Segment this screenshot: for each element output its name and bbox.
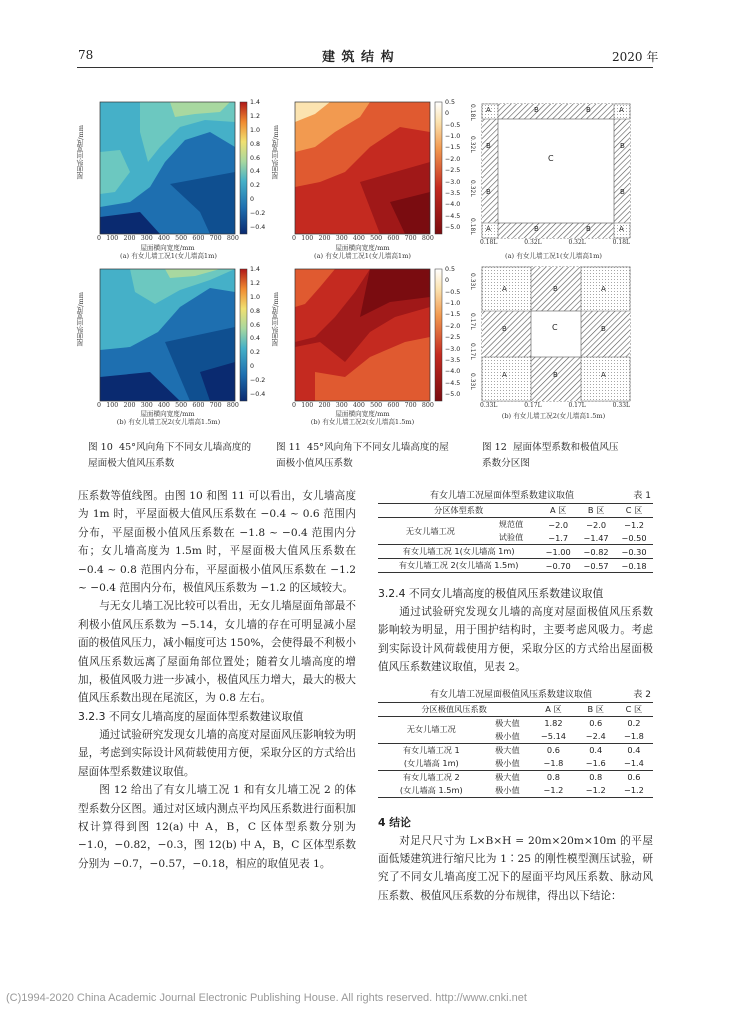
fig12a-zone-b7: B bbox=[534, 225, 539, 233]
table2-row-label: (女儿墙高 1m) bbox=[403, 757, 459, 768]
table2-cell: −1.2 bbox=[623, 785, 644, 796]
cb-label: 0.8 bbox=[250, 140, 261, 148]
fig12a-zone-c: C bbox=[548, 154, 554, 163]
fig10-caption-text: 45°风向角下不同女儿墙高度的屋面极大值风压系数 bbox=[88, 442, 252, 469]
right-text-2 bbox=[378, 814, 653, 906]
tick: 700 bbox=[209, 235, 222, 242]
cb-label: −2.0 bbox=[445, 322, 461, 330]
fig11a-ylabel: 屋面纵向宽度/mm bbox=[272, 125, 280, 180]
tick: 100 bbox=[106, 402, 119, 409]
fig12b-zone-b4: B bbox=[553, 371, 558, 379]
table1-num: 表 1 bbox=[633, 491, 651, 501]
fig12a-zone-a3: A bbox=[486, 225, 491, 233]
cb-label: 0.5 bbox=[445, 266, 456, 273]
fig11b-contour bbox=[295, 269, 430, 401]
section-heading: 3.2.3 不同女儿墙高度的屋面体型系数建议取值 bbox=[78, 709, 304, 723]
cb-label: 0.2 bbox=[250, 182, 261, 190]
cb-label: 1.0 bbox=[250, 126, 261, 134]
cb-label: 0.6 bbox=[250, 154, 261, 162]
paragraph: 图 12 给出了有女儿墙工况 1 和有女儿墙工况 2 的体型系数分区图。通过对区域内测点平均风压系数进行面积加权计算得到图 12(a) 中 A，B，C 区体型系数分别为 −1.0，−0.82，−0.3，图 12(b) 中 A，B，C 区体型系数分别为 −0.7，−0.57，−0.18，相应的取值见表 1。 bbox=[78, 784, 356, 870]
table1-cell: −0.82 bbox=[583, 546, 609, 557]
fig12a-y3: 0.18L bbox=[469, 218, 476, 235]
cb-label: −2.5 bbox=[445, 167, 461, 175]
fig10b-colorbar-labels bbox=[250, 266, 265, 398]
table2-cell: 0.4 bbox=[627, 745, 641, 756]
cb-label: 0.5 bbox=[445, 99, 456, 106]
cb-label: −1.0 bbox=[445, 300, 461, 308]
fig12a-x0: 0.18L bbox=[480, 239, 498, 246]
cb-label: 0.2 bbox=[250, 349, 261, 357]
cb-label: −0.5 bbox=[445, 288, 461, 296]
tick: 500 bbox=[370, 402, 383, 409]
fig12b-zone-a3: A bbox=[502, 371, 507, 379]
cb-label: 0 bbox=[445, 277, 450, 285]
table2-cell: −1.8 bbox=[543, 758, 564, 769]
fig12b-x0: 0.33L bbox=[480, 402, 498, 409]
tick: 300 bbox=[335, 402, 348, 409]
cb-label: −3.0 bbox=[445, 178, 461, 186]
fig12b-x-dims bbox=[480, 402, 630, 409]
cb-label: −3.5 bbox=[445, 189, 461, 197]
table2-cell: −1.6 bbox=[585, 758, 606, 769]
fig12b-zone-c: C bbox=[552, 323, 558, 332]
fig10a-subcaption: (a) 有女儿墙工况1(女儿墙高1m) bbox=[120, 252, 217, 260]
table1-title: 有女儿墙工况屋面体型系数建议取值 bbox=[430, 491, 575, 501]
tick: 800 bbox=[421, 235, 434, 242]
table1-cell: −1.47 bbox=[583, 532, 609, 543]
fig12a-zone-b1: B bbox=[534, 106, 539, 114]
fig10b-ylabel: 屋面纵向宽度/mm bbox=[77, 292, 85, 347]
table2-sub-label: 极小值 bbox=[495, 730, 520, 741]
fig10a-colorbar-labels bbox=[250, 99, 265, 231]
tick: 800 bbox=[226, 235, 239, 242]
fig10b-subcaption: (b) 有女儿墙工况2(女儿墙高1.5m) bbox=[116, 418, 221, 426]
tick: 0 bbox=[97, 402, 102, 409]
table2-cell: 0.6 bbox=[627, 772, 641, 783]
table2-cell: 0.2 bbox=[627, 718, 641, 729]
table1-row-label: 无女儿墙工况 bbox=[378, 518, 483, 545]
cb-label: 0.6 bbox=[250, 321, 261, 329]
cb-label: −0.4 bbox=[250, 390, 266, 398]
fig12a-x2: 0.32L bbox=[568, 239, 586, 246]
fig12b-y0: 0.33L bbox=[469, 273, 476, 290]
fig10b-contour bbox=[100, 269, 235, 401]
table2-header: C 区 bbox=[625, 703, 643, 714]
fig12-caption-text: 屋面体型系数和极值风压系数分区图 bbox=[482, 442, 619, 469]
cb-label: −5.0 bbox=[445, 390, 461, 398]
cb-label: −3.5 bbox=[445, 356, 461, 364]
fig11b-subcaption: (b) 有女儿墙工况2(女儿墙高1.5m) bbox=[310, 418, 415, 426]
tick: 100 bbox=[106, 235, 119, 242]
cb-label: 1.2 bbox=[250, 112, 261, 120]
fig12b-y-dims bbox=[469, 265, 477, 405]
cb-label: 0 bbox=[250, 363, 255, 371]
fig12b-zone-a1: A bbox=[502, 285, 507, 293]
fig11a-subcaption: (a) 有女儿墙工况1(女儿墙高1m) bbox=[314, 252, 411, 260]
fig12a-x1: 0.32L bbox=[524, 239, 542, 246]
fig12b-x1: 0.17L bbox=[524, 402, 542, 409]
fig12b-zone-b1: B bbox=[553, 285, 558, 293]
tick: 800 bbox=[226, 402, 239, 409]
table2-cell: 0.8 bbox=[589, 772, 603, 783]
table2-cell: 0.6 bbox=[589, 718, 603, 729]
fig12a-zones bbox=[482, 104, 630, 238]
fig12a-y2: 0.32L bbox=[469, 180, 476, 197]
cb-label: −2.0 bbox=[445, 155, 461, 163]
table1-cell: −1.2 bbox=[624, 519, 644, 530]
fig10-caption bbox=[88, 440, 260, 472]
section-heading: 3.2.4 不同女儿墙高度的极值风压系数建议取值 bbox=[378, 587, 604, 600]
fig12a-zone-b4: B bbox=[620, 142, 625, 150]
tick: 200 bbox=[318, 235, 331, 242]
table1-cell: −0.70 bbox=[545, 560, 571, 571]
table1-cell: −0.57 bbox=[583, 560, 609, 571]
tick: 600 bbox=[387, 402, 400, 409]
table1-cell: −2.0 bbox=[548, 519, 569, 530]
cb-label: −4.5 bbox=[445, 212, 461, 220]
table1-header: B 区 bbox=[587, 505, 605, 515]
table2-cell: −1.4 bbox=[623, 758, 644, 769]
section-heading: 4 结论 bbox=[378, 815, 411, 829]
fig10a-x-ticks bbox=[97, 235, 239, 242]
cb-label: −0.4 bbox=[250, 223, 266, 231]
fig12a-zone-a1: A bbox=[486, 106, 491, 114]
fig12b-x3: 0.33L bbox=[612, 402, 630, 409]
header-rule bbox=[77, 67, 653, 68]
fig12b-x2: 0.17L bbox=[568, 402, 586, 409]
table2-row-label: 有女儿墙工况 2 bbox=[402, 771, 460, 782]
table2-caption bbox=[378, 677, 653, 702]
tick: 200 bbox=[318, 402, 331, 409]
fig12a-y1: 0.32L bbox=[469, 136, 476, 153]
table1-cell: −0.18 bbox=[621, 560, 647, 571]
table1-cell: −0.50 bbox=[621, 532, 647, 543]
fig10a-colorbar bbox=[240, 102, 247, 234]
table2-cell: 0.6 bbox=[546, 745, 560, 756]
table2-row-label: 有女儿墙工况 1 bbox=[402, 744, 460, 755]
fig12a-subcaption: (a) 有女儿墙工况1(女儿墙高1m) bbox=[505, 252, 602, 260]
table2-row-label: (女儿墙高 1.5m) bbox=[399, 784, 463, 795]
table2-cell: 0.4 bbox=[589, 745, 603, 756]
table2-sub-label: 极大值 bbox=[495, 717, 520, 728]
fig10b-colorbar bbox=[240, 269, 247, 401]
fig11a-contour bbox=[295, 102, 430, 234]
tick: 100 bbox=[301, 235, 314, 242]
table2-cell: −1.2 bbox=[543, 785, 564, 796]
table2-cell: −1.2 bbox=[585, 785, 606, 796]
tick: 400 bbox=[352, 235, 365, 242]
cb-label: −1.0 bbox=[445, 133, 461, 141]
tick: 0 bbox=[292, 235, 297, 242]
fig12a-zone-a4: A bbox=[619, 225, 624, 233]
table1-cell: −1.00 bbox=[545, 546, 571, 557]
cb-label: 0.4 bbox=[250, 335, 261, 343]
paragraph: 与无女儿墙工况比较可以看出，无女儿墙屋面角部最不利极小值风压系数为 −5.14，女儿墙的存在可明显减小屋面的极值风压力，减小幅度可达 150%，会使得最不利极小值风压系数远离了屋面角部位置处；随着女儿墙高度的增加，极值风吸力进一步减小，极值风压力增大，最大的极大值风压系数出现在尾流区，为 0.8 左右。 bbox=[78, 600, 356, 705]
fig12b-subcaption: (b) 有女儿墙工况2(女儿墙高1.5m) bbox=[501, 412, 606, 420]
table1-header: C 区 bbox=[625, 505, 643, 515]
fig12a-zone-b8: B bbox=[586, 225, 591, 233]
tick: 200 bbox=[123, 235, 136, 242]
fig11b-xlabel: 屋面横向宽度/mm bbox=[335, 410, 390, 418]
table2-sub-label: 极小值 bbox=[495, 784, 520, 795]
cb-label: −0.2 bbox=[250, 377, 266, 384]
table1 bbox=[378, 503, 653, 573]
fig11a-xlabel: 屋面横向宽度/mm bbox=[335, 244, 390, 252]
table1-sub-label: 试验值 bbox=[498, 532, 524, 542]
tick: 400 bbox=[352, 402, 365, 409]
cb-label: 0.8 bbox=[250, 307, 261, 315]
tick: 500 bbox=[175, 235, 188, 242]
journal-title: 建 筑 结 构 bbox=[322, 50, 395, 65]
paragraph: 通过试验研究发现女儿墙的高度对屋面极值风压系数影响较为明显，用于围护结构时，主要考虑风吸力。考虑到实际设计风荷载使用方便，采取分区的方式给出屋面极值风压系数建议取值，见表 2。 bbox=[378, 606, 653, 674]
cb-label: 0 bbox=[250, 196, 255, 204]
tick: 300 bbox=[335, 235, 348, 242]
fig11-caption-num: 图 11 bbox=[276, 442, 301, 453]
table2-title: 有女儿墙工况屋面极值风压系数建议取值 bbox=[430, 689, 593, 700]
fig11-caption-text: 45°风向角下不同女儿墙高度的屋面极小值风压系数 bbox=[276, 442, 449, 469]
tick: 200 bbox=[123, 402, 136, 409]
fig11a-colorbar-labels bbox=[445, 99, 460, 231]
fig12-caption bbox=[482, 440, 622, 472]
cb-label: −0.2 bbox=[250, 210, 266, 217]
tick: 600 bbox=[192, 402, 205, 409]
right-text-1 bbox=[378, 585, 653, 677]
fig12a-zone-a2: A bbox=[619, 106, 624, 114]
cb-label: 1.0 bbox=[250, 293, 261, 301]
table2-cell: −1.8 bbox=[623, 731, 644, 742]
table2-num: 表 2 bbox=[633, 689, 651, 700]
cb-label: −5.0 bbox=[445, 223, 461, 231]
fig10a-xlabel: 屋面横向宽度/mm bbox=[140, 244, 195, 252]
tick: 800 bbox=[421, 402, 434, 409]
fig10a-ylabel: 屋面纵向宽度/mm bbox=[77, 125, 85, 180]
fig12a-x3: 0.18L bbox=[612, 239, 630, 246]
table1-row-label: 有女儿墙工况 1(女儿墙高 1m) bbox=[402, 546, 515, 556]
fig10a-contour bbox=[100, 102, 235, 234]
fig12b-zone-b3: B bbox=[601, 325, 606, 333]
tick: 300 bbox=[140, 402, 153, 409]
cb-label: 1.2 bbox=[250, 279, 261, 287]
right-column bbox=[378, 488, 653, 905]
cb-label: −4.5 bbox=[445, 379, 461, 387]
fig11b-ylabel: 屋面纵向宽度/mm bbox=[272, 292, 280, 347]
fig10-caption-num: 图 10 bbox=[88, 442, 113, 453]
fig11b-colorbar-labels bbox=[445, 266, 460, 398]
tick: 0 bbox=[97, 235, 102, 242]
tick: 300 bbox=[140, 235, 153, 242]
table2-cell: 1.82 bbox=[544, 718, 563, 729]
paragraph: 压系数等值线图。由图 10 和图 11 可以看出，女儿墙高度为 1m 时，平屋面极大值风压系数在 −0.4 ~ 0.6 范围内分布，平屋面极小值风压系数在 −1.8 ~ −0.4 范围内分布；女儿墙高度为 1.5m 时，平屋面极大值风压系数在 −0.4 ~ 0.8 范围内分布，平屋面极小值风压系数在 −1.2 ~ −0.4 范围内分布，极值风压系数为 −1.2 的区域较大。 bbox=[78, 490, 356, 595]
tick: 400 bbox=[157, 235, 170, 242]
fig11-caption bbox=[276, 440, 452, 472]
tick: 700 bbox=[404, 235, 417, 242]
fig11a-colorbar bbox=[435, 102, 442, 234]
fig12b-y1: 0.17L bbox=[469, 313, 476, 330]
fig12b-y3: 0.33L bbox=[469, 373, 476, 390]
table2-cell: −5.14 bbox=[540, 731, 566, 742]
tick: 100 bbox=[301, 402, 314, 409]
table1-cell: −2.0 bbox=[586, 519, 607, 530]
table1-cell: −1.7 bbox=[548, 532, 569, 543]
table2-sub-label: 极大值 bbox=[495, 744, 520, 755]
table1-header: A 区 bbox=[549, 505, 567, 515]
table2 bbox=[378, 702, 653, 798]
tick: 600 bbox=[192, 235, 205, 242]
fig12a-y-dims bbox=[469, 100, 477, 240]
fig11a-x-ticks bbox=[292, 235, 434, 242]
cb-label: 1.4 bbox=[250, 266, 261, 273]
fig12b-zone-a4: A bbox=[601, 371, 606, 379]
cb-label: 1.4 bbox=[250, 99, 261, 106]
tick: 500 bbox=[370, 235, 383, 242]
table2-header: A 区 bbox=[545, 703, 562, 714]
table1-cell: −0.30 bbox=[621, 546, 647, 557]
table1-row-label: 有女儿墙工况 2(女儿墙高 1.5m) bbox=[398, 560, 519, 570]
table2-cell: −2.4 bbox=[585, 731, 606, 742]
table1-header: 分区体型系数 bbox=[434, 505, 484, 515]
cb-label: −3.0 bbox=[445, 345, 461, 353]
tick: 600 bbox=[387, 235, 400, 242]
fig10b-xlabel: 屋面横向宽度/mm bbox=[140, 410, 195, 418]
paragraph: 对足尺尺寸为 L×B×H = 20m×20m×10m 的平屋面低矮建筑进行缩尺比为 1∶25 的刚性模型测压试验，研究了不同女儿墙高度工况下的屋面平均风压系数、脉动风压系数、极值风压系数的分布规律，得出以下结论： bbox=[378, 834, 653, 902]
table2-header: 分区极值风压系数 bbox=[421, 703, 487, 714]
fig12a-zone-b3: B bbox=[486, 142, 491, 150]
fig12a-zone-b2: B bbox=[586, 106, 591, 114]
figures-area bbox=[70, 92, 660, 442]
cb-label: −2.5 bbox=[445, 334, 461, 342]
fig12b-zone-a2: A bbox=[601, 285, 606, 293]
tick: 500 bbox=[175, 402, 188, 409]
tick: 0 bbox=[292, 402, 297, 409]
table2-row-label: 无女儿墙工况 bbox=[406, 724, 456, 735]
table2-sub-label: 极小值 bbox=[495, 757, 520, 768]
cb-label: −4.0 bbox=[445, 201, 461, 209]
table2-cell: 0.8 bbox=[546, 772, 560, 783]
table2-sub-label: 极大值 bbox=[495, 771, 520, 782]
fig12a-zone-b6: B bbox=[620, 188, 625, 196]
fig12a-y0: 0.18L bbox=[469, 104, 476, 121]
tick: 700 bbox=[404, 402, 417, 409]
fig12b-zone-b2: B bbox=[502, 325, 507, 333]
cb-label: −1.5 bbox=[445, 311, 461, 319]
cb-label: −4.0 bbox=[445, 368, 461, 376]
cb-label: 0.4 bbox=[250, 168, 261, 176]
fig12b-y2: 0.17L bbox=[469, 343, 476, 360]
tick: 700 bbox=[209, 402, 222, 409]
page-number: 78 bbox=[78, 48, 94, 62]
left-column bbox=[78, 487, 356, 873]
fig12a-x-dims bbox=[480, 239, 630, 246]
copyright-footer: (C)1994-2020 China Academic Journal Electronic Publishing House. All rights reserved. http://www.cnki.net bbox=[6, 992, 527, 1004]
fig12-caption-num: 图 12 bbox=[482, 442, 507, 453]
tick: 400 bbox=[157, 402, 170, 409]
cb-label: −0.5 bbox=[445, 121, 461, 129]
table1-sub-label: 规范值 bbox=[498, 519, 524, 529]
cb-label: −1.5 bbox=[445, 144, 461, 152]
issue-year: 2020 年 bbox=[612, 50, 659, 64]
fig12a-zone-b5: B bbox=[486, 188, 491, 196]
fig11b-colorbar bbox=[435, 269, 442, 401]
table2-header: B 区 bbox=[587, 703, 604, 714]
table1-caption bbox=[378, 488, 653, 503]
cb-label: 0 bbox=[445, 110, 450, 118]
paragraph: 通过试验研究发现女儿墙的高度对屋面风压影响较为明显，考虑到实际设计风荷载使用方便，采取分区的方式给出屋面体型系数建议取值。 bbox=[78, 728, 356, 778]
